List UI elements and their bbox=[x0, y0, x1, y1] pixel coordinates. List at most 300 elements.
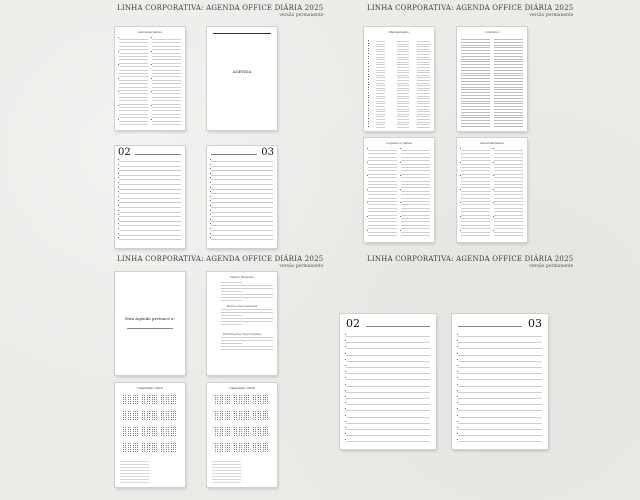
ruled-line bbox=[397, 88, 408, 89]
calendar-day-mark bbox=[255, 395, 256, 396]
bullet-mark bbox=[118, 159, 119, 160]
calendar-day-mark bbox=[161, 427, 162, 428]
calendar-day-mark bbox=[144, 433, 145, 434]
calendar-day-mark bbox=[253, 397, 254, 398]
ruled-line bbox=[461, 78, 490, 79]
ruled-line bbox=[120, 470, 149, 471]
calendar-day-mark bbox=[133, 433, 134, 434]
calendar-day-mark bbox=[133, 445, 134, 446]
calendar-day-mark bbox=[241, 447, 242, 448]
ruled-line bbox=[152, 46, 181, 47]
bullet-mark bbox=[210, 200, 211, 201]
calendar-day-mark bbox=[163, 411, 164, 412]
bullet-mark bbox=[400, 175, 401, 176]
bullet-mark bbox=[345, 371, 346, 372]
calendar-day-mark bbox=[215, 447, 216, 448]
calendar-day-mark bbox=[156, 431, 157, 432]
calendar-day-mark bbox=[236, 445, 237, 446]
bullet-mark bbox=[460, 216, 461, 217]
ruled-line bbox=[368, 181, 397, 182]
calendar-day-mark bbox=[227, 451, 228, 452]
calendar-day-mark bbox=[154, 411, 155, 412]
calendar-day-mark bbox=[255, 443, 256, 444]
ruled-line bbox=[119, 121, 148, 122]
ruled-line bbox=[397, 101, 408, 102]
bullet-mark bbox=[368, 97, 369, 98]
calendar-day-mark bbox=[156, 415, 157, 416]
ruled-line bbox=[376, 70, 385, 71]
bullet-mark bbox=[368, 113, 369, 114]
header-subtitle: versão permanente bbox=[279, 264, 324, 269]
calendar-day-mark bbox=[241, 449, 242, 450]
ruled-line bbox=[397, 90, 408, 91]
ruled-line bbox=[397, 96, 408, 97]
calendar-day-mark bbox=[258, 445, 259, 446]
ruled-line bbox=[461, 221, 490, 222]
calendar-day-mark bbox=[215, 417, 216, 418]
calendar-day-mark bbox=[265, 419, 266, 420]
ruled-line bbox=[376, 124, 385, 125]
ruled-line bbox=[368, 201, 397, 202]
ruled-line bbox=[461, 67, 490, 68]
ruled-line bbox=[376, 59, 385, 60]
bullet-mark bbox=[457, 359, 458, 360]
calendar-day-mark bbox=[225, 435, 226, 436]
ruled-line bbox=[346, 392, 430, 393]
calendar-day-mark bbox=[168, 415, 169, 416]
ruled-line bbox=[458, 336, 542, 337]
calendar-day-mark bbox=[234, 417, 235, 418]
calendar-day-mark bbox=[128, 451, 129, 452]
calendar-day-mark bbox=[258, 411, 259, 412]
ruled-line bbox=[368, 174, 397, 175]
calendar-day-mark bbox=[265, 415, 266, 416]
day-number: 03 bbox=[528, 317, 542, 330]
ruled-line bbox=[417, 77, 430, 78]
ruled-line bbox=[221, 288, 273, 289]
calendar-day-mark bbox=[258, 443, 259, 444]
calendar-day-mark bbox=[168, 443, 169, 444]
ruled-line bbox=[212, 476, 241, 477]
bullet-mark bbox=[345, 377, 346, 378]
calendar-day-mark bbox=[217, 433, 218, 434]
ruled-line bbox=[494, 208, 523, 209]
calendar-day-mark bbox=[217, 415, 218, 416]
ruled-line bbox=[461, 208, 490, 209]
calendar-day-mark bbox=[171, 429, 172, 430]
calendar-day-mark bbox=[222, 419, 223, 420]
bullet-mark bbox=[118, 210, 119, 211]
calendar-day-mark bbox=[222, 401, 223, 402]
calendar-day-mark bbox=[267, 445, 268, 446]
calendar-day-mark bbox=[255, 417, 256, 418]
calendar-day-mark bbox=[260, 401, 261, 402]
ruled-line bbox=[368, 218, 397, 219]
calendar-day-mark bbox=[263, 417, 264, 418]
calendar-day-mark bbox=[239, 435, 240, 436]
calendar-day-mark bbox=[125, 433, 126, 434]
ruled-line bbox=[376, 98, 385, 99]
calendar-day-mark bbox=[137, 403, 138, 404]
calendar-day-mark bbox=[149, 433, 150, 434]
calendar-day-mark bbox=[220, 427, 221, 428]
calendar-day-mark bbox=[225, 419, 226, 420]
ruled-line bbox=[397, 114, 408, 115]
calendar-day-mark bbox=[217, 419, 218, 420]
calendar-day-mark bbox=[260, 415, 261, 416]
bullet-mark bbox=[367, 230, 368, 231]
calendar-day-mark bbox=[125, 427, 126, 428]
calendar-day-mark bbox=[152, 433, 153, 434]
ruled-line bbox=[397, 116, 408, 117]
ruled-line bbox=[494, 160, 523, 161]
ruled-line bbox=[401, 225, 430, 226]
ruled-line bbox=[376, 51, 385, 52]
calendar-day-mark bbox=[220, 399, 221, 400]
calendar-day-mark bbox=[253, 449, 254, 450]
ruled-line bbox=[152, 76, 181, 77]
calendar-day-mark bbox=[239, 403, 240, 404]
calendar-day-mark bbox=[135, 397, 136, 398]
calendar-day-mark bbox=[215, 427, 216, 428]
calendar-day-mark bbox=[225, 449, 226, 450]
calendar-day-mark bbox=[175, 415, 176, 416]
bullet-mark bbox=[345, 353, 346, 354]
calendar-month-block bbox=[234, 393, 251, 405]
ruled-line bbox=[119, 80, 148, 81]
ruled-line bbox=[417, 127, 430, 128]
calendar-day-mark bbox=[173, 397, 174, 398]
calendar-day-mark bbox=[133, 395, 134, 396]
calendar-day-mark bbox=[123, 451, 124, 452]
calendar-day-mark bbox=[130, 429, 131, 430]
bullet-mark bbox=[368, 79, 369, 80]
calendar-day-mark bbox=[241, 397, 242, 398]
ruled-line bbox=[401, 235, 430, 236]
calendar-day-mark bbox=[220, 417, 221, 418]
calendar-day-mark bbox=[142, 443, 143, 444]
calendar-day-mark bbox=[265, 399, 266, 400]
calendar-day-mark bbox=[171, 419, 172, 420]
calendar-day-mark bbox=[171, 431, 172, 432]
ruled-line bbox=[368, 228, 397, 229]
calendar-day-mark bbox=[154, 433, 155, 434]
calendar-day-mark bbox=[130, 435, 131, 436]
calendar-month-block bbox=[142, 425, 159, 437]
ruled-line bbox=[494, 47, 523, 48]
ruled-line bbox=[152, 87, 181, 88]
calendar-day-mark bbox=[135, 417, 136, 418]
calendar-day-mark bbox=[267, 411, 268, 412]
ruled-line bbox=[152, 56, 181, 57]
calendar-day-mark bbox=[144, 395, 145, 396]
calendar-day-mark bbox=[265, 397, 266, 398]
calendar-day-mark bbox=[267, 415, 268, 416]
calendar-day-mark bbox=[175, 397, 176, 398]
header-subtitle: versão permanente bbox=[529, 13, 574, 18]
ruled-line bbox=[494, 150, 523, 151]
calendar-day-mark bbox=[152, 445, 153, 446]
calendar-day-mark bbox=[156, 433, 157, 434]
ruled-line bbox=[401, 232, 430, 233]
calendar-day-mark bbox=[173, 413, 174, 414]
ruled-line bbox=[119, 53, 148, 54]
ruled-line bbox=[376, 46, 385, 47]
calendar-day-mark bbox=[137, 449, 138, 450]
calendar-day-mark bbox=[239, 415, 240, 416]
calendar-day-mark bbox=[144, 431, 145, 432]
ruled-line bbox=[211, 184, 273, 185]
ruled-line bbox=[119, 107, 148, 108]
calendar-day-mark bbox=[227, 429, 228, 430]
ruled-line bbox=[376, 88, 385, 89]
bullet-mark bbox=[345, 340, 346, 341]
calendar-day-mark bbox=[171, 449, 172, 450]
calendar-day-mark bbox=[263, 401, 264, 402]
ruled-line bbox=[458, 441, 542, 442]
calendar-day-mark bbox=[220, 403, 221, 404]
calendar-day-mark bbox=[229, 399, 230, 400]
ruled-line bbox=[119, 207, 181, 208]
calendar-day-mark bbox=[173, 411, 174, 412]
calendar-day-mark bbox=[229, 395, 230, 396]
calendar-month-block bbox=[253, 425, 270, 437]
calendar-day-mark bbox=[125, 403, 126, 404]
ruled-line bbox=[458, 386, 542, 387]
calendar-month-block bbox=[123, 441, 140, 453]
bullet-mark bbox=[457, 433, 458, 434]
calendar-day-mark bbox=[133, 419, 134, 420]
calendar-day-mark bbox=[227, 399, 228, 400]
ruled-line bbox=[120, 464, 149, 465]
day-header-rule bbox=[211, 154, 257, 155]
calendar-day-mark bbox=[123, 401, 124, 402]
ruled-line bbox=[397, 83, 408, 84]
calendar-day-mark bbox=[263, 443, 264, 444]
ruled-line bbox=[494, 225, 523, 226]
bullet-mark bbox=[118, 191, 119, 192]
calendar-day-mark bbox=[173, 451, 174, 452]
calendar-day-mark bbox=[217, 431, 218, 432]
ruled-line bbox=[368, 187, 397, 188]
calendar-day-mark bbox=[149, 419, 150, 420]
calendar-day-mark bbox=[147, 451, 148, 452]
bullet-mark bbox=[493, 175, 494, 176]
calendar-day-mark bbox=[229, 397, 230, 398]
bullet-mark bbox=[151, 51, 152, 52]
ruled-line bbox=[346, 336, 430, 337]
bullet-mark bbox=[345, 408, 346, 409]
calendar-day-mark bbox=[171, 435, 172, 436]
calendar-day-mark bbox=[248, 411, 249, 412]
bullet-mark bbox=[367, 216, 368, 217]
ruled-line bbox=[461, 177, 490, 178]
calendar-day-mark bbox=[137, 431, 138, 432]
ruled-line bbox=[417, 51, 430, 52]
calendar-day-mark bbox=[244, 429, 245, 430]
ruled-line bbox=[401, 201, 430, 202]
ruled-line bbox=[368, 164, 397, 165]
calendar-day-mark bbox=[133, 431, 134, 432]
calendar-day-mark bbox=[168, 433, 169, 434]
ruled-line bbox=[376, 44, 385, 45]
calendar-day-mark bbox=[222, 415, 223, 416]
calendar-day-mark bbox=[220, 449, 221, 450]
calendar-day-mark bbox=[258, 449, 259, 450]
ruled-line bbox=[376, 96, 385, 97]
ruled-line bbox=[461, 167, 490, 168]
ruled-line bbox=[152, 49, 181, 50]
ruled-line bbox=[212, 467, 241, 468]
bullet-mark bbox=[460, 230, 461, 231]
calendar-day-mark bbox=[130, 401, 131, 402]
calendar-day-mark bbox=[225, 443, 226, 444]
calendar-day-mark bbox=[222, 395, 223, 396]
page-day-02-large bbox=[340, 314, 436, 449]
bullet-mark bbox=[210, 237, 211, 238]
ruled-line bbox=[461, 47, 490, 48]
bullet-mark bbox=[118, 105, 119, 106]
calendar-day-mark bbox=[133, 451, 134, 452]
calendar-day-mark bbox=[163, 397, 164, 398]
calendar-day-mark bbox=[156, 411, 157, 412]
day-number: 02 bbox=[118, 147, 131, 158]
ruled-line bbox=[461, 160, 490, 161]
bullet-mark bbox=[118, 91, 119, 92]
bullet-mark bbox=[368, 126, 369, 127]
collection-header-bottom-left bbox=[117, 255, 323, 269]
calendar-day-mark bbox=[217, 447, 218, 448]
ruled-line bbox=[401, 167, 430, 168]
day-number: 02 bbox=[346, 317, 360, 330]
calendar-day-mark bbox=[166, 395, 167, 396]
bullet-mark bbox=[457, 365, 458, 366]
calendar-day-mark bbox=[147, 443, 148, 444]
calendar-day-mark bbox=[128, 401, 129, 402]
ruled-line bbox=[346, 417, 430, 418]
ruled-line bbox=[397, 49, 408, 50]
ruled-line bbox=[376, 90, 385, 91]
calendar-day-mark bbox=[175, 429, 176, 430]
ruled-line bbox=[461, 115, 490, 116]
calendar-day-mark bbox=[149, 435, 150, 436]
ruled-line bbox=[397, 44, 408, 45]
bullet-mark bbox=[368, 69, 369, 70]
ruled-line bbox=[368, 167, 397, 168]
bullet-mark bbox=[118, 214, 119, 215]
bullet-mark bbox=[210, 214, 211, 215]
calendar-day-mark bbox=[222, 429, 223, 430]
calendar-day-mark bbox=[168, 395, 169, 396]
ruled-line bbox=[376, 41, 385, 42]
calendar-day-mark bbox=[227, 401, 228, 402]
ruled-line bbox=[401, 170, 430, 171]
ruled-line bbox=[376, 127, 385, 128]
ruled-line bbox=[119, 117, 148, 118]
ruled-line bbox=[211, 179, 273, 180]
calendar-day-mark bbox=[156, 397, 157, 398]
calendar-day-mark bbox=[175, 431, 176, 432]
ruled-line bbox=[401, 218, 430, 219]
ruled-line bbox=[152, 66, 181, 67]
bullet-mark bbox=[368, 84, 369, 85]
calendar-day-mark bbox=[253, 435, 254, 436]
calendar-day-mark bbox=[135, 395, 136, 396]
calendar-day-mark bbox=[260, 397, 261, 398]
calendar-day-mark bbox=[149, 415, 150, 416]
calendar-day-mark bbox=[144, 435, 145, 436]
calendar-day-mark bbox=[253, 413, 254, 414]
calendar-day-mark bbox=[128, 415, 129, 416]
calendar-day-mark bbox=[123, 413, 124, 414]
calendar-day-mark bbox=[253, 429, 254, 430]
ruled-line bbox=[461, 187, 490, 188]
bullet-mark bbox=[210, 219, 211, 220]
calendar-day-mark bbox=[166, 427, 167, 428]
ruled-line bbox=[494, 109, 523, 110]
calendar-day-mark bbox=[147, 427, 148, 428]
ruled-line bbox=[461, 53, 490, 54]
header-title: LINHA CORPORATIVA: AGENDA OFFICE DIÁRIA 2025 bbox=[367, 4, 574, 12]
ruled-line bbox=[397, 80, 408, 81]
ruled-line bbox=[461, 75, 490, 76]
calendar-day-mark bbox=[161, 415, 162, 416]
calendar-day-mark bbox=[173, 431, 174, 432]
ruled-line bbox=[120, 461, 149, 462]
calendar-day-mark bbox=[265, 403, 266, 404]
ruled-line bbox=[461, 73, 490, 74]
ruled-line bbox=[152, 73, 181, 74]
calendar-day-mark bbox=[168, 445, 169, 446]
bullet-mark bbox=[118, 177, 119, 178]
calendar-day-mark bbox=[175, 433, 176, 434]
bullet-mark bbox=[118, 37, 119, 38]
calendar-day-mark bbox=[253, 399, 254, 400]
ruled-line bbox=[119, 221, 181, 222]
calendar-day-mark bbox=[171, 401, 172, 402]
calendar-day-mark bbox=[156, 447, 157, 448]
page-title: Contatos bbox=[485, 30, 499, 34]
calendar-day-mark bbox=[215, 401, 216, 402]
calendar-day-mark bbox=[267, 413, 268, 414]
calendar-day-mark bbox=[229, 447, 230, 448]
calendar-day-mark bbox=[244, 399, 245, 400]
ruled-line bbox=[494, 211, 523, 212]
bullet-mark bbox=[118, 219, 119, 220]
bullet-mark bbox=[151, 78, 152, 79]
calendar-day-mark bbox=[260, 431, 261, 432]
bullet-mark bbox=[368, 89, 369, 90]
ruled-line bbox=[461, 232, 490, 233]
calendar-day-mark bbox=[133, 401, 134, 402]
calendar-day-mark bbox=[173, 403, 174, 404]
calendar-day-mark bbox=[225, 399, 226, 400]
ruled-line bbox=[120, 473, 149, 474]
bullet-mark bbox=[457, 353, 458, 354]
section-title: Dados emergenciais bbox=[226, 304, 258, 308]
ruled-line bbox=[461, 184, 490, 185]
ruled-line bbox=[376, 49, 385, 50]
calendar-day-mark bbox=[267, 395, 268, 396]
ruled-line bbox=[461, 56, 490, 57]
ruled-line bbox=[494, 221, 523, 222]
calendar-day-mark bbox=[255, 447, 256, 448]
calendar-day-mark bbox=[128, 429, 129, 430]
calendar-day-mark bbox=[244, 417, 245, 418]
calendar-day-mark bbox=[246, 419, 247, 420]
ruled-line bbox=[461, 117, 490, 118]
calendar-day-mark bbox=[255, 431, 256, 432]
